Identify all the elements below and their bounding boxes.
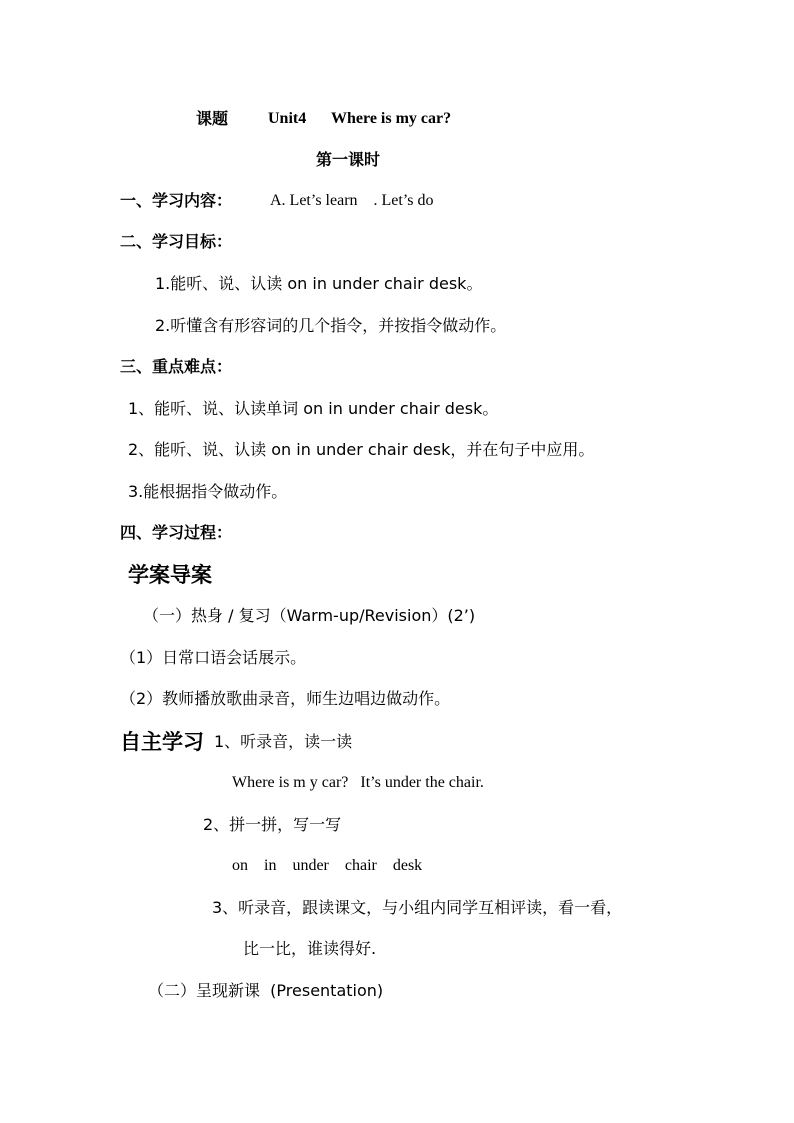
keypoint-item-3: 3.能根据指令做动作。 [128,482,288,501]
self-study-label: 自主学习 [120,730,204,754]
self-study-step3-line2: 比一比，谁读得好. [243,939,377,958]
keypoint-item-1: 1、能听、说、认读单词 on in under chair desk。 [128,399,499,418]
goal-item-2: 2.听懂含有形容词的几个指令，并按指令做动作。 [155,316,507,335]
title-unit: Unit4 [268,110,307,127]
presentation-heading: （二）呈现新课 (Presentation) [148,981,384,1000]
guide-heading: 学案导案 [128,563,212,587]
section-keypoints-heading: 三、重点难点： [120,357,233,376]
section-content-heading: 一、学习内容： [120,191,233,210]
self-study-step1-text: Where is m y car? It’s under the chair. [232,774,484,791]
warmup-item-1: （1）日常口语会话展示。 [120,648,307,667]
self-study-step2: 2、拼一拼，写一写 [203,815,342,834]
keypoint-item-2: 2、能听、说、认读 on in under chair desk，并在句子中应用。 [128,440,595,459]
section-content-text: A. Let’s learn . Let’s do [270,192,434,209]
lesson-title: 第一课时 [316,150,381,169]
warmup-heading: （一）热身 / 复习（Warm-up/Revision）(2’) [143,606,476,625]
self-study-step3-line1: 3、听录音，跟读课文，与小组内同学互相评读，看一看， [212,898,623,917]
section-process-heading: 四、学习过程： [120,523,233,542]
self-study-step1: 1、听录音，读一读 [214,732,353,751]
title-name: Where is my car? [331,110,452,127]
goal-item-1: 1.能听、说、认读 on in under chair desk。 [155,274,483,293]
section-goals-heading: 二、学习目标： [120,232,233,251]
self-study-step2-words: on in under chair desk [232,857,423,874]
title-label: 课题 [196,109,229,128]
warmup-item-2: （2）教师播放歌曲录音，师生边唱边做动作。 [120,689,451,708]
